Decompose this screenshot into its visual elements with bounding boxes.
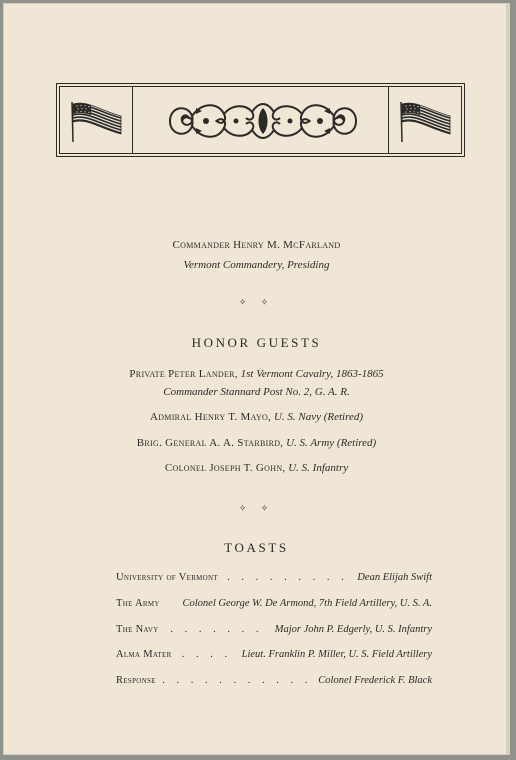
toast-row [116, 598, 432, 609]
honor-guests-heading: HONOR GUESTS [191, 335, 322, 350]
american-flag-icon [398, 100, 452, 142]
guest-detail: U. S. Navy (Retired) [273, 411, 364, 423]
banner-left-cell [60, 87, 133, 153]
guest-line [3, 411, 510, 423]
toast-speaker: Dean Elijah Swift [357, 572, 432, 583]
toast-speaker: Lieut. Franklin P. Miller, U. S. Field Artillery [241, 649, 432, 660]
toast-row [116, 572, 432, 583]
leader-dots: . . . . . . . [170, 624, 263, 635]
leader-dots: . . . . . . . . . [227, 572, 349, 583]
toast-speaker: Colonel George W. De Armond, 7th Field Artillery, U. S. A. [182, 598, 432, 609]
guest-line [3, 462, 510, 474]
section-separator: ✧ ✧ [238, 503, 275, 513]
banner-right-cell [388, 87, 461, 153]
header-banner [56, 83, 465, 157]
section-separator: ✧ ✧ [238, 297, 275, 307]
toast-row [116, 624, 432, 635]
leader-dots: . . . . [181, 649, 232, 660]
toast-label: The Army [116, 598, 160, 609]
guest-line [3, 368, 510, 380]
toast-label: The Navy [116, 624, 159, 635]
american-flag-icon [69, 100, 123, 142]
guest-name: Brig. General A. A. Starbird, [136, 437, 284, 449]
toast-speaker: Major John P. Edgerly, U. S. Infantry [274, 624, 432, 635]
presider-name: Commander Henry M. McFarland [172, 239, 341, 251]
toast-label: University of Vermont [116, 572, 218, 583]
guest-detail: U. S. Army (Retired) [286, 437, 377, 449]
toast-label: Response [116, 675, 156, 686]
toast-label: Alma Mater [116, 649, 172, 660]
leader-dots: . . . . . . . . . . . [162, 675, 312, 686]
scroll-ornament-icon [166, 98, 360, 144]
guest-line [3, 437, 510, 449]
program-page [3, 3, 510, 755]
guest-line-continued: Commander Stannard Post No. 2, G. A. R. [163, 386, 350, 398]
guest-name: Admiral Henry T. Mayo, [149, 411, 272, 423]
toast-row [116, 649, 432, 660]
toasts-heading: TOASTS [224, 540, 289, 555]
guest-detail: 1st Vermont Cavalry, 1863-1865 [240, 368, 384, 380]
guest-name: Private Peter Lander, [129, 368, 238, 380]
toast-speaker: Colonel Frederick F. Black [318, 675, 432, 686]
guest-name: Colonel Joseph T. Gohn, [164, 462, 286, 474]
banner-center-cell [134, 87, 387, 153]
guest-detail: U. S. Infantry [288, 462, 349, 474]
toast-row [116, 675, 432, 686]
presider-role: Vermont Commandery, Presiding [183, 259, 330, 271]
banner-frame [59, 86, 462, 154]
